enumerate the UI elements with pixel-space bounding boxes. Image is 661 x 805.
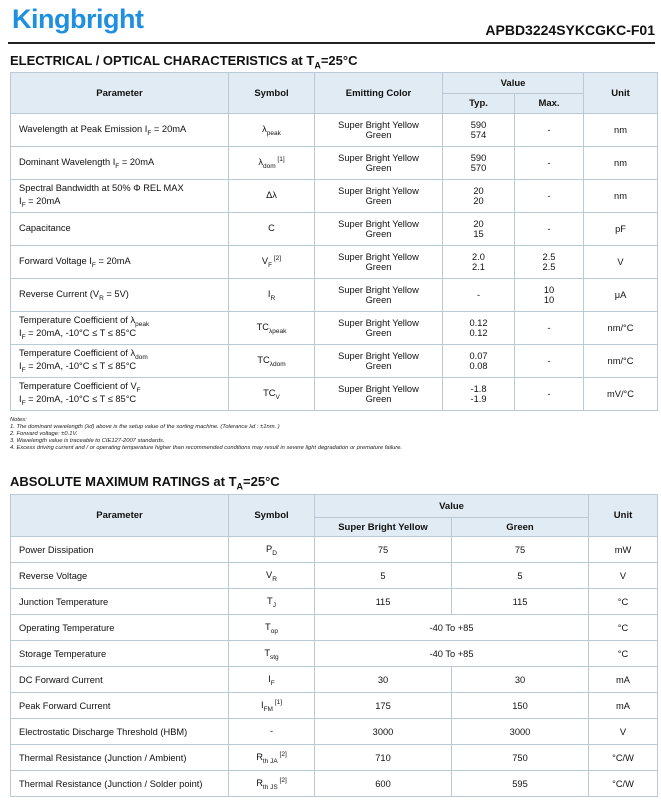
parameter-line1 bbox=[19, 183, 224, 196]
color-green: Green bbox=[365, 295, 392, 305]
parameter-line2 bbox=[19, 196, 224, 209]
table-row bbox=[11, 345, 658, 378]
symbol-text: C bbox=[268, 223, 275, 234]
symbol-text: R bbox=[256, 777, 263, 788]
typ-cell bbox=[443, 114, 515, 147]
max-cell bbox=[515, 279, 584, 312]
unit-cell: mW bbox=[589, 537, 658, 563]
col-header-symbol: Symbol bbox=[229, 495, 315, 537]
symbol-subscript: stg bbox=[270, 653, 279, 661]
color-yellow: Super Bright Yellow bbox=[338, 252, 419, 262]
symbol-text: TC bbox=[256, 322, 270, 333]
table-row bbox=[11, 719, 658, 745]
table-row bbox=[11, 378, 658, 411]
value-merged-cell: -40 To +85 bbox=[315, 615, 589, 641]
col-header-value: Value bbox=[315, 495, 589, 518]
table-row bbox=[11, 693, 658, 719]
symbol-subscript: V bbox=[275, 393, 280, 401]
parameter-subscript: F bbox=[21, 366, 26, 374]
max-cell bbox=[515, 147, 584, 180]
green-value-cell: 75 bbox=[452, 537, 589, 563]
table-row bbox=[11, 180, 658, 213]
symbol-subscript: FM bbox=[263, 705, 273, 713]
table-row bbox=[11, 745, 658, 771]
table-row bbox=[11, 589, 658, 615]
parameter-text: Reverse Current (V bbox=[19, 288, 100, 299]
typ-cell bbox=[443, 345, 515, 378]
parameter-text-end: = 20mA, -10°C ≤ T ≤ 85°C bbox=[25, 394, 137, 404]
color-yellow: Super Bright Yellow bbox=[338, 285, 419, 295]
typ-cell bbox=[443, 180, 515, 213]
symbol-subscript: dom bbox=[262, 162, 276, 170]
col-header-parameter: Parameter bbox=[11, 495, 229, 537]
parameter-cell bbox=[11, 279, 229, 312]
yellow-value-cell: 710 bbox=[315, 745, 452, 771]
parameter-cell: Reverse Voltage bbox=[11, 563, 229, 589]
parameter-line1 bbox=[19, 157, 224, 170]
symbol-subscript: λpeak bbox=[269, 327, 287, 335]
parameter-cell bbox=[11, 345, 229, 378]
unit-cell: °C/W bbox=[589, 745, 658, 771]
green-value-cell: 5 bbox=[452, 563, 589, 589]
max-value-1: - bbox=[547, 356, 551, 366]
yellow-value-cell: 3000 bbox=[315, 719, 452, 745]
parameter-line1 bbox=[19, 256, 224, 269]
symbol-text: I bbox=[267, 289, 271, 300]
parameter-cell: DC Forward Current bbox=[11, 667, 229, 693]
color-green: Green bbox=[365, 196, 392, 206]
parameter-text-end: = 20mA bbox=[151, 123, 187, 134]
unit-cell: nm bbox=[584, 180, 658, 213]
max-value-1: 2.5 bbox=[542, 252, 556, 262]
symbol-footnote: [2] bbox=[277, 776, 287, 784]
symbol-cell bbox=[229, 180, 315, 213]
unit-cell: mV/°C bbox=[584, 378, 658, 411]
max-cell bbox=[515, 213, 584, 246]
parameter-line1 bbox=[19, 223, 224, 236]
symbol-footnote: [1] bbox=[272, 698, 283, 706]
symbol-text: λ bbox=[262, 124, 267, 135]
part-number: APBD3224SYKCGKC-F01 bbox=[485, 22, 655, 38]
parameter-text: Wavelength at Peak Emission I bbox=[19, 123, 148, 134]
yellow-value-cell: 30 bbox=[315, 667, 452, 693]
table-row bbox=[11, 246, 658, 279]
parameter-cell: Thermal Resistance (Junction / Solder point) bbox=[11, 771, 229, 797]
yellow-value-cell: 600 bbox=[315, 771, 452, 797]
green-value-cell: 30 bbox=[452, 667, 589, 693]
color-green: Green bbox=[365, 130, 392, 140]
symbol-text: V bbox=[266, 569, 273, 580]
green-value-cell: 115 bbox=[452, 589, 589, 615]
color-yellow: Super Bright Yellow bbox=[338, 120, 419, 130]
parameter-text-end: = 20mA, -10°C ≤ T ≤ 85°C bbox=[25, 361, 137, 371]
symbol-cell bbox=[229, 345, 315, 378]
yellow-value-cell: 115 bbox=[315, 589, 452, 615]
symbol-cell bbox=[229, 693, 315, 719]
parameter-text: I bbox=[19, 361, 22, 371]
parameter-cell bbox=[11, 312, 229, 345]
emitting-color-cell bbox=[315, 213, 443, 246]
unit-cell: nm/°C bbox=[584, 312, 658, 345]
section1-title: ELECTRICAL / OPTICAL CHARACTERISTICS at $T_A=25^\circ C$ bbox=[10, 53, 358, 71]
unit-cell: nm bbox=[584, 147, 658, 180]
parameter-text: Temperature Coefficient of λ bbox=[19, 348, 136, 359]
parameter-line1 bbox=[19, 348, 224, 361]
symbol-cell bbox=[229, 667, 315, 693]
parameter-text-end: = 5V) bbox=[103, 288, 129, 299]
symbol-cell bbox=[229, 589, 315, 615]
symbol-cell bbox=[229, 246, 315, 279]
color-yellow: Super Bright Yellow bbox=[338, 219, 419, 229]
parameter-text: Temperature Coefficient of λ bbox=[19, 315, 136, 326]
typ-value-1: 20 bbox=[473, 219, 484, 229]
max-cell bbox=[515, 180, 584, 213]
color-yellow: Super Bright Yellow bbox=[338, 186, 419, 196]
color-green: Green bbox=[365, 229, 392, 239]
emitting-color-cell bbox=[315, 312, 443, 345]
parameter-text: Capacitance bbox=[19, 222, 71, 233]
note-line: Notes: bbox=[10, 417, 27, 423]
unit-cell: mA bbox=[589, 693, 658, 719]
yellow-value-cell: 5 bbox=[315, 563, 452, 589]
unit-cell: nm bbox=[584, 114, 658, 147]
parameter-cell: Operating Temperature bbox=[11, 615, 229, 641]
unit-cell: V bbox=[584, 246, 658, 279]
unit-cell: V bbox=[589, 563, 658, 589]
parameter-text-end: = 20mA bbox=[95, 255, 131, 266]
parameter-subscript: F bbox=[115, 162, 120, 170]
parameter-cell bbox=[11, 246, 229, 279]
color-green: Green bbox=[365, 361, 392, 371]
parameter-subscript: F bbox=[21, 399, 26, 407]
symbol-text: T bbox=[264, 647, 270, 658]
typ-value-2: 0.08 bbox=[469, 361, 488, 371]
unit-cell: °C bbox=[589, 589, 658, 615]
parameter-subscript: F bbox=[147, 129, 152, 137]
typ-value-2: -1.9 bbox=[470, 394, 487, 404]
parameter-text: Forward Voltage I bbox=[19, 255, 92, 266]
symbol-subscript: R bbox=[270, 294, 276, 302]
max-cell bbox=[515, 312, 584, 345]
parameter-subscript: F bbox=[136, 387, 141, 394]
section2-title: ABSOLUTE MAXIMUM RATINGS at $T_A=25^\circ C$ bbox=[10, 474, 280, 492]
symbol-subscript: th JA bbox=[262, 757, 278, 765]
typ-value-2: 574 bbox=[470, 130, 487, 140]
max-value-1: - bbox=[547, 323, 551, 333]
typ-cell bbox=[443, 213, 515, 246]
parameter-cell: Power Dissipation bbox=[11, 537, 229, 563]
symbol-text: P bbox=[266, 543, 273, 554]
typ-value-2: 570 bbox=[470, 163, 487, 173]
symbol-cell bbox=[229, 719, 315, 745]
symbol-cell bbox=[229, 563, 315, 589]
parameter-cell: Electrostatic Discharge Threshold (HBM) bbox=[11, 719, 229, 745]
symbol-cell bbox=[229, 312, 315, 345]
symbol-cell bbox=[229, 378, 315, 411]
typ-cell bbox=[443, 312, 515, 345]
parameter-cell: Thermal Resistance (Junction / Ambient) bbox=[11, 745, 229, 771]
max-value-1: - bbox=[547, 224, 551, 234]
symbol-subscript: J bbox=[272, 601, 276, 609]
symbol-subscript: peak bbox=[266, 129, 281, 137]
symbol-text: T bbox=[267, 595, 273, 606]
parameter-text-end: = 20mA bbox=[25, 196, 61, 206]
electrical-optical-table bbox=[10, 72, 658, 411]
color-yellow: Super Bright Yellow bbox=[338, 384, 419, 394]
symbol-subscript: F bbox=[270, 679, 275, 687]
symbol-text: T bbox=[265, 621, 271, 632]
parameter-text: I bbox=[19, 196, 22, 206]
note-line: 3. Wavelength value is traceable to CIE127-2007 standards. bbox=[10, 438, 165, 444]
symbol-text: TC bbox=[263, 388, 276, 399]
green-value-cell: 750 bbox=[452, 745, 589, 771]
unit-cell: °C bbox=[589, 615, 658, 641]
symbol-text: V bbox=[261, 256, 269, 267]
max-cell bbox=[515, 246, 584, 279]
parameter-subscript: peak bbox=[135, 321, 150, 328]
color-yellow: Super Bright Yellow bbox=[338, 351, 419, 361]
parameter-text: Dominant Wavelength I bbox=[19, 156, 116, 167]
col-header-symbol: Symbol bbox=[229, 73, 315, 114]
symbol-cell bbox=[229, 615, 315, 641]
parameter-line1 bbox=[19, 315, 224, 328]
max-cell bbox=[515, 378, 584, 411]
symbol-cell bbox=[229, 641, 315, 667]
typ-cell bbox=[443, 279, 515, 312]
yellow-value-cell: 75 bbox=[315, 537, 452, 563]
color-yellow: Super Bright Yellow bbox=[338, 153, 419, 163]
parameter-cell bbox=[11, 114, 229, 147]
symbol-text: - bbox=[269, 725, 274, 736]
max-cell bbox=[515, 114, 584, 147]
typ-value-2: 20 bbox=[473, 196, 484, 206]
typ-value-2: 2.1 bbox=[472, 262, 485, 272]
color-green: Green bbox=[365, 394, 392, 404]
table-row bbox=[11, 279, 658, 312]
parameter-line2 bbox=[19, 394, 224, 407]
unit-cell: μA bbox=[584, 279, 658, 312]
max-value-1: - bbox=[547, 158, 551, 168]
table-row bbox=[11, 563, 658, 589]
typ-cell bbox=[443, 378, 515, 411]
max-value-1: - bbox=[547, 191, 551, 201]
notes bbox=[10, 417, 402, 452]
typ-cell bbox=[443, 246, 515, 279]
parameter-line2 bbox=[19, 361, 224, 374]
max-cell bbox=[515, 345, 584, 378]
unit-cell: V bbox=[589, 719, 658, 745]
symbol-subscript: op bbox=[270, 627, 278, 635]
max-value-1: - bbox=[547, 125, 551, 135]
parameter-line1 bbox=[19, 124, 224, 137]
unit-cell: pF bbox=[584, 213, 658, 246]
typ-value-1: 590 bbox=[470, 153, 487, 163]
parameter-cell: Storage Temperature bbox=[11, 641, 229, 667]
parameter-cell bbox=[11, 147, 229, 180]
typ-value-1: 590 bbox=[470, 120, 487, 130]
max-value-2: 10 bbox=[543, 295, 555, 305]
symbol-cell bbox=[229, 213, 315, 246]
emitting-color-cell bbox=[315, 279, 443, 312]
symbol-footnote: [2] bbox=[277, 750, 287, 758]
col-header-unit: Unit bbox=[589, 495, 658, 537]
table-row bbox=[11, 213, 658, 246]
unit-cell: °C/W bbox=[589, 771, 658, 797]
table-row bbox=[11, 615, 658, 641]
parameter-text: Temperature Coefficient of V bbox=[19, 381, 137, 392]
symbol-text: I bbox=[268, 673, 271, 684]
max-value-1: - bbox=[547, 389, 551, 399]
note-line: 4. Excess driving current and / or operating temperature higher than recommended conditions may result in severe light degradation or premature failure. bbox=[10, 445, 403, 451]
symbol-subscript: λdom bbox=[269, 360, 286, 368]
typ-value-1: 20 bbox=[473, 186, 484, 196]
note-line: 2. Forward voltage: ±0.1V. bbox=[10, 431, 78, 437]
col-header-parameter: Parameter bbox=[11, 73, 229, 114]
typ-value-2: 15 bbox=[473, 229, 484, 239]
parameter-text-end: = 20mA bbox=[119, 156, 155, 167]
typ-value-1: - bbox=[476, 290, 481, 300]
color-yellow: Super Bright Yellow bbox=[338, 318, 419, 328]
table-row bbox=[11, 114, 658, 147]
symbol-footnote: [1] bbox=[275, 156, 285, 164]
table-row bbox=[11, 312, 658, 345]
symbol-subscript: D bbox=[272, 549, 277, 557]
parameter-subscript: F bbox=[21, 333, 26, 341]
symbol-text: Δλ bbox=[266, 190, 277, 201]
symbol-cell bbox=[229, 279, 315, 312]
typ-value-2: 0.12 bbox=[469, 328, 488, 338]
typ-value-1: 2.0 bbox=[472, 252, 485, 262]
parameter-subscript: F bbox=[21, 201, 26, 209]
unit-cell: nm/°C bbox=[584, 345, 658, 378]
note-line: 1. The dominant wavelength (λd) above is the setup value of the sorting machine. (Tolerance λd : ±1nm. ) bbox=[10, 424, 280, 430]
symbol-cell bbox=[229, 147, 315, 180]
color-green: Green bbox=[365, 328, 392, 338]
col-header-super-bright-yellow: Super Bright Yellow bbox=[315, 518, 452, 537]
symbol-subscript: th JS bbox=[262, 783, 278, 791]
typ-value-1: -1.8 bbox=[470, 384, 487, 394]
symbol-text: λ bbox=[258, 157, 263, 168]
table-row bbox=[11, 147, 658, 180]
col-header-green: Green bbox=[452, 518, 589, 537]
yellow-value-cell: 175 bbox=[315, 693, 452, 719]
symbol-cell bbox=[229, 771, 315, 797]
symbol-cell bbox=[229, 745, 315, 771]
parameter-cell: Peak Forward Current bbox=[11, 693, 229, 719]
col-header-max: Max. bbox=[515, 94, 584, 114]
table-row bbox=[11, 667, 658, 693]
symbol-cell bbox=[229, 537, 315, 563]
parameter-cell bbox=[11, 378, 229, 411]
max-value-2: 2.5 bbox=[542, 262, 556, 272]
parameter-line1 bbox=[19, 381, 224, 394]
emitting-color-cell bbox=[315, 147, 443, 180]
color-green: Green bbox=[365, 163, 392, 173]
col-header-emitting-color: Emitting Color bbox=[315, 73, 443, 114]
unit-cell: mA bbox=[589, 667, 658, 693]
value-merged-cell: -40 To +85 bbox=[315, 641, 589, 667]
header-rule bbox=[8, 42, 655, 44]
parameter-subscript: R bbox=[99, 294, 104, 302]
table-row bbox=[11, 641, 658, 667]
table-row bbox=[11, 537, 658, 563]
parameter-cell bbox=[11, 180, 229, 213]
parameter-text-end: = 20mA, -10°C ≤ T ≤ 85°C bbox=[25, 328, 137, 338]
col-header-unit: Unit bbox=[584, 73, 658, 114]
parameter-text: I bbox=[19, 394, 22, 404]
green-value-cell: 595 bbox=[452, 771, 589, 797]
parameter-line2 bbox=[19, 328, 224, 341]
parameter-text: I bbox=[19, 328, 22, 338]
emitting-color-cell bbox=[315, 246, 443, 279]
color-green: Green bbox=[365, 262, 392, 272]
parameter-subscript: dom bbox=[135, 354, 148, 361]
col-header-typ: Typ. bbox=[443, 94, 515, 114]
typ-value-1: 0.12 bbox=[469, 318, 488, 328]
parameter-subscript: F bbox=[91, 261, 96, 269]
parameter-cell bbox=[11, 213, 229, 246]
symbol-text: TC bbox=[257, 355, 270, 366]
table-row bbox=[11, 771, 658, 797]
max-value-1: 10 bbox=[543, 285, 555, 295]
emitting-color-cell bbox=[315, 180, 443, 213]
symbol-text: R bbox=[256, 751, 263, 762]
green-value-cell: 150 bbox=[452, 693, 589, 719]
symbol-text: I bbox=[260, 699, 264, 710]
symbol-subscript: R bbox=[272, 575, 277, 583]
kingbright-logo: Kingbright bbox=[12, 4, 144, 34]
emitting-color-cell bbox=[315, 114, 443, 147]
parameter-text: Spectral Bandwidth at 50% Φ REL MAX bbox=[19, 183, 184, 194]
green-value-cell: 3000 bbox=[452, 719, 589, 745]
typ-value-1: 0.07 bbox=[469, 351, 488, 361]
typ-cell bbox=[443, 147, 515, 180]
parameter-cell: Junction Temperature bbox=[11, 589, 229, 615]
parameter-line1 bbox=[19, 289, 224, 302]
symbol-subscript: F bbox=[268, 261, 273, 269]
absolute-maximum-ratings-table bbox=[10, 494, 658, 797]
emitting-color-cell bbox=[315, 345, 443, 378]
emitting-color-cell bbox=[315, 378, 443, 411]
unit-cell: °C bbox=[589, 641, 658, 667]
symbol-footnote: [2] bbox=[272, 255, 282, 263]
symbol-cell bbox=[229, 114, 315, 147]
col-header-value: Value bbox=[443, 73, 584, 94]
